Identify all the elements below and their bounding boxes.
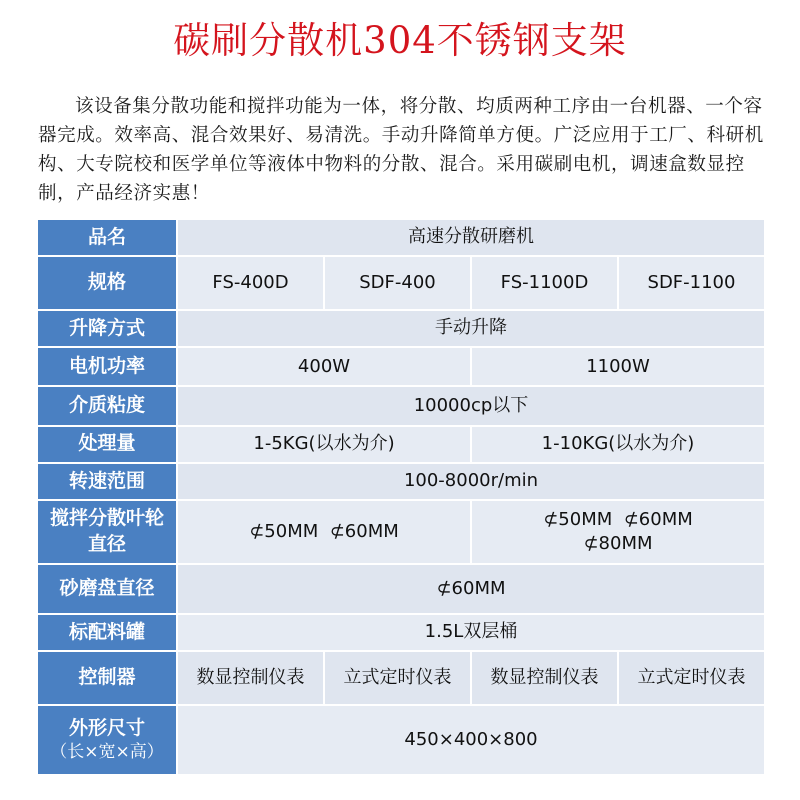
row-speed [37,463,765,500]
row-motor-power [37,347,765,386]
value-speed: 100-8000r/min [177,463,765,500]
row-models [37,256,765,310]
row-dimensions [37,705,765,775]
model-cell: FS-1100D [471,256,618,310]
motor-power-cell: 400W [177,347,471,386]
model-cell: SDF-400 [324,256,471,310]
motor-power-cell: 1100W [471,347,765,386]
label-product-name: 品名 [37,219,177,256]
model-cell: SDF-1100 [618,256,765,310]
row-grinding-disc [37,564,765,614]
label-impeller-line2: 直径 [87,533,126,556]
label-models: 规格 [37,256,177,310]
value-viscosity: 10000cp以下 [177,386,765,425]
label-impeller [37,500,177,564]
row-product-name [37,219,765,256]
label-dimensions [37,705,177,775]
label-impeller-line1: 搅拌分散叶轮 [49,507,164,530]
value-tank: 1.5L双层桶 [177,614,765,651]
controller-cell: 立式定时仪表 [324,651,471,705]
label-dimensions-line2: （长×宽×高） [50,742,164,763]
capacity-cell: 1-10KG(以水为介) [471,426,765,463]
row-tank [37,614,765,651]
label-lift: 升降方式 [37,310,177,347]
controller-cell: 数显控制仪表 [177,651,324,705]
label-speed: 转速范围 [37,463,177,500]
value-dimensions: 450×400×800 [177,705,765,775]
label-controller: 控制器 [37,651,177,705]
row-impeller [37,500,765,564]
page-title: 碳刷分散机304不锈钢支架 [173,19,627,62]
impeller-left-cell: ⊄50MM ⊄60MM [177,500,471,564]
intro-paragraph: 该设备集分散功能和搅拌功能为一体，将分散、均质两种工序由一台机器、一个容器完成。效率高、混合效果好、易清洗。手动升降简单方便。广泛应用于工厂、科研机构、大专院校和医学单位等液体中物料的分散、混合。采用碳刷电机，调速盒数显控制，产品经济实惠！ [38,96,764,204]
row-controller [37,651,765,705]
label-motor-power: 电机功率 [37,347,177,386]
impeller-right-line2: ⊄80MM [583,533,653,555]
label-capacity: 处理量 [37,426,177,463]
value-grinding-disc: ⊄60MM [177,564,765,614]
label-viscosity: 介质粘度 [37,386,177,425]
row-viscosity [37,386,765,425]
row-capacity [37,426,765,463]
capacity-cell: 1-5KG(以水为介) [177,426,471,463]
controller-cell: 立式定时仪表 [618,651,765,705]
impeller-right-cell [471,500,765,564]
spec-table [36,218,766,776]
model-cell: FS-400D [177,256,324,310]
controller-cell: 数显控制仪表 [471,651,618,705]
value-lift: 手动升降 [177,310,765,347]
label-tank: 标配料罐 [37,614,177,651]
label-grinding-disc: 砂磨盘直径 [37,564,177,614]
row-lift [37,310,765,347]
label-dimensions-line1: 外形尺寸 [68,716,145,739]
value-product-name: 高速分散研磨机 [177,219,765,256]
impeller-right-line1: ⊄50MM ⊄60MM [543,508,693,530]
